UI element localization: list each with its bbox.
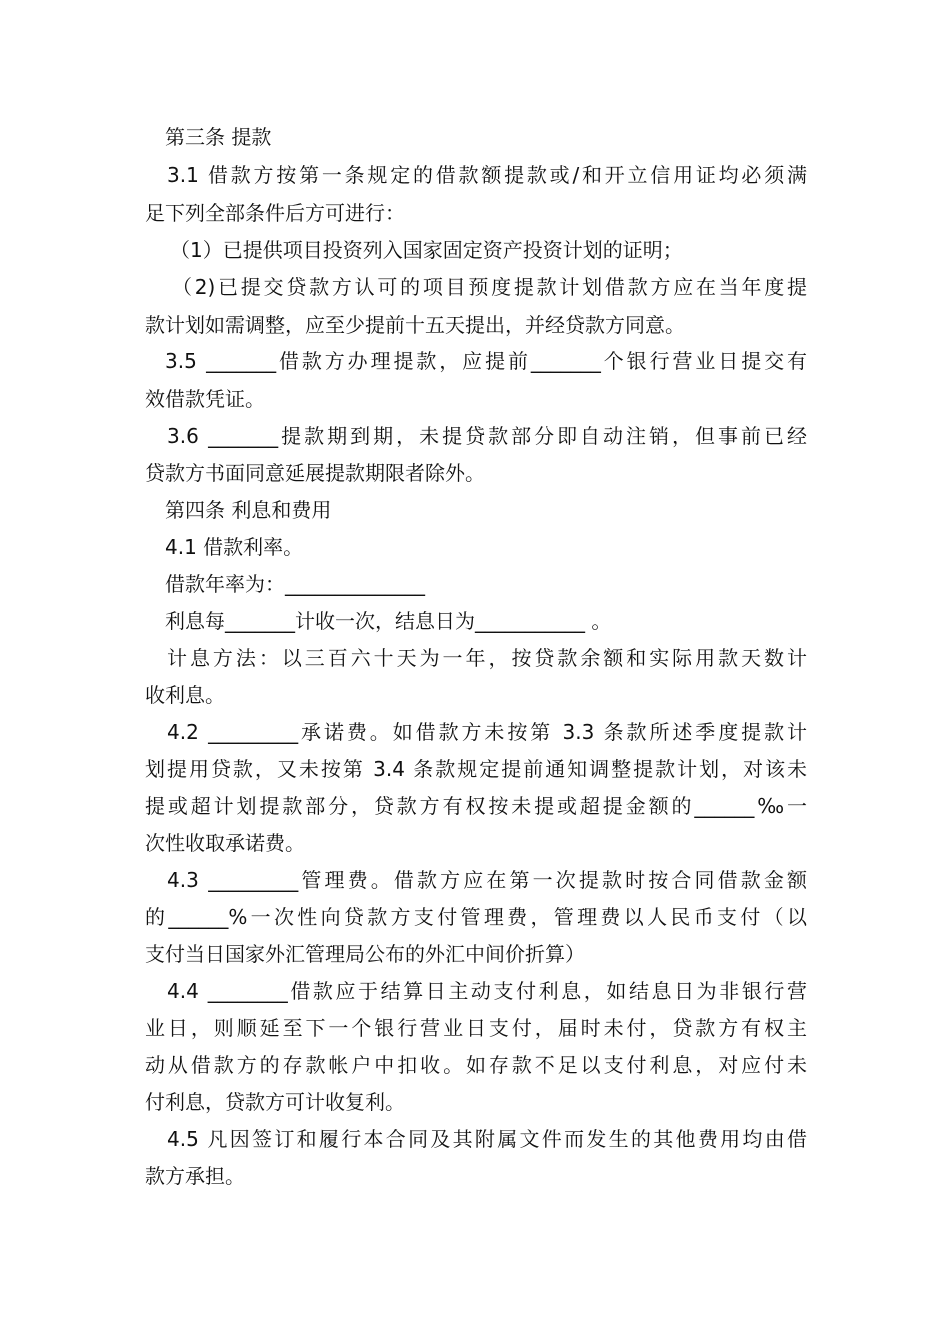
paragraph-line: 提或超计划提款部分，贷款方有权按未提或超提金额的______‰一 [145, 794, 807, 818]
paragraph-line: 业日，则顺延至下一个银行营业日支付，届时未付，贷款方有权主 [145, 1016, 807, 1040]
paragraph-line: 次性收取承诺费。 [145, 831, 305, 855]
paragraph-line: 动从借款方的存款帐户中扣收。如存款不足以支付利息，对应付未 [145, 1053, 807, 1077]
paragraph-line: 3.6 _______提款期到期，未提贷款部分即自动注销，但事前已经 [167, 424, 807, 448]
paragraph-line: （2)已提交贷款方认可的项目预度提款计划借款方应在当年度提 [172, 275, 807, 299]
paragraph-line: 3.1 借款方按第一条规定的借款额提款或/和开立信用证均必须满 [167, 163, 807, 187]
section-heading-withdrawal: 第三条 提款 [165, 125, 272, 149]
paragraph-line: （1）已提供项目投资列入国家固定资产投资计划的证明； [170, 238, 683, 262]
paragraph-line: 3.5 _______借款方办理提款，应提前_______个银行营业日提交有 [165, 349, 807, 373]
paragraph-line: 划提用贷款，又未按第 3.4 条款规定提前通知调整提款计划，对该未 [145, 757, 807, 781]
paragraph-line: 支付当日国家外汇管理局公布的外汇中间价折算） [145, 942, 585, 966]
paragraph-line: 4.4 ________借款应于结算日主动支付利息，如结息日为非银行营 [167, 979, 807, 1003]
paragraph-line: 4.1 借款利率。 [165, 535, 304, 559]
paragraph-line: 4.5 凡因签订和履行本合同及其附属文件而发生的其他费用均由借 [167, 1127, 807, 1151]
paragraph-line: 4.2 _________承诺费。如借款方未按第 3.3 条款所述季度提款计 [167, 720, 807, 744]
paragraph-line: 贷款方书面同意延展提款期限者除外。 [145, 461, 485, 485]
paragraph-line: 收利息。 [145, 683, 225, 707]
section-heading-interest: 第四条 利息和费用 [165, 498, 332, 522]
paragraph-line: 款方承担。 [145, 1164, 245, 1188]
paragraph-line: 借款年率为：______________ [165, 572, 425, 596]
paragraph-line: 利息每_______计收一次，结息日为___________ 。 [165, 609, 612, 633]
paragraph-line: 款计划如需调整，应至少提前十五天提出，并经贷款方同意。 [145, 313, 685, 337]
paragraph-line: 计息方法：以三百六十天为一年，按贷款余额和实际用款天数计 [167, 646, 807, 670]
paragraph-line: 付利息，贷款方可计收复利。 [145, 1090, 405, 1114]
paragraph-line: 足下列全部条件后方可进行： [145, 201, 405, 225]
paragraph-line: 效借款凭证。 [145, 387, 265, 411]
paragraph-line: 4.3 _________管理费。借款方应在第一次提款时按合同借款金额 [167, 868, 807, 892]
paragraph-line: 的______%一次性向贷款方支付管理费，管理费以人民币支付（以 [145, 905, 807, 929]
